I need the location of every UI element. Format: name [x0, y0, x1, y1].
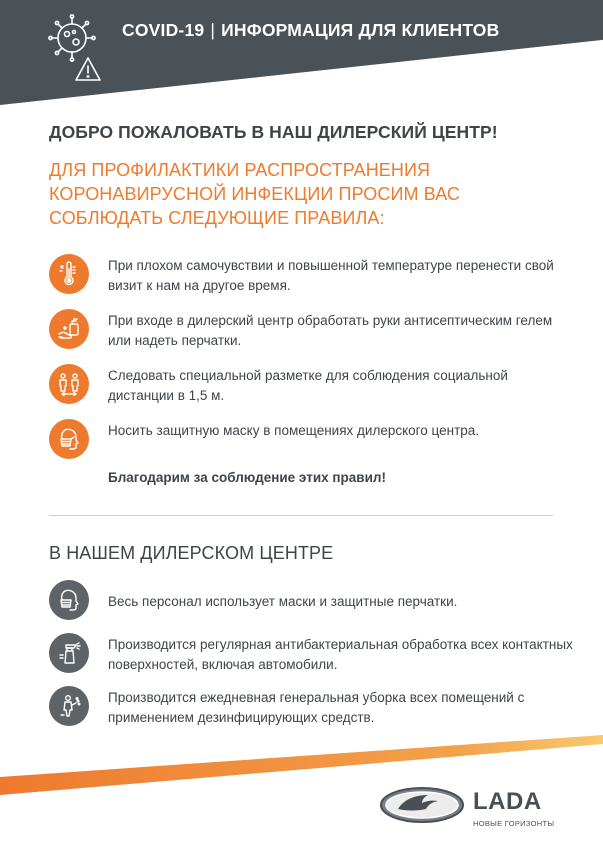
rule-text: При входе в дилерский центр обработать руки антисептическим гелем или надеть перчатки. — [108, 313, 553, 348]
covid-tag: COVID-19 — [122, 20, 205, 40]
divider — [49, 515, 553, 516]
rules-subtitle: ДЛЯ ПРОФИЛАКТИКИ РАСПРОСТРАНЕНИЯ КОРОНАВИРУСНОЙ ИНФЕКЦИИ ПРОСИМ ВАС СОБЛЮДАТЬ СЛЕДУЮЩИЕ ПРАВИЛА: — [49, 160, 461, 228]
virus-warning-icon — [44, 14, 104, 84]
rule-text: Носить защитную маску в помещениях дилерского центра. — [108, 423, 480, 438]
service-text: Производится регулярная антибактериальная обработка всех контактных поверхностей, включая автомобили. — [108, 637, 573, 672]
thermometer-icon — [56, 261, 82, 287]
service-text: Весь персонал использует маски и защитные перчатки. — [108, 594, 458, 609]
rule-icon-circle — [49, 254, 89, 294]
brand-tagline: НОВЫЕ ГОРИЗОНТЫ — [473, 819, 555, 828]
spray-bottle-icon — [56, 640, 82, 666]
service-icon-circle — [49, 633, 89, 673]
list-item — [49, 250, 569, 305]
header-title — [122, 20, 499, 41]
header-title-text: ИНФОРМАЦИЯ ДЛЯ КЛИЕНТОВ — [221, 20, 500, 40]
social-distance-icon — [56, 371, 82, 397]
face-mask-icon — [56, 587, 82, 613]
service-icon-circle — [49, 580, 89, 620]
welcome-heading: ДОБРО ПОЖАЛОВАТЬ В НАШ ДИЛЕРСКИЙ ЦЕНТР! — [49, 122, 498, 142]
section-title: В НАШЕМ ДИЛЕРСКОМ ЦЕНТРЕ — [49, 543, 334, 563]
brand-name: LADA — [473, 788, 542, 815]
list-item — [49, 415, 569, 470]
list-item — [49, 633, 573, 686]
rule-text: Следовать специальной разметке для соблюдения социальной дистанции в 1,5 м. — [108, 368, 508, 403]
list-item — [49, 360, 569, 415]
disinfection-sprayer-icon — [56, 693, 82, 719]
service-icon-circle — [49, 686, 89, 726]
list-item — [49, 305, 569, 360]
service-text: Производится ежедневная генеральная уборка всех помещений с применением дезинфицирующих средств. — [108, 690, 525, 725]
rule-icon-circle — [49, 419, 89, 459]
rule-icon-circle — [49, 309, 89, 349]
face-mask-icon — [56, 426, 82, 452]
hand-sanitizer-icon — [56, 316, 82, 342]
services-list — [49, 580, 573, 739]
thanks-text: Благодарим за соблюдение этих правил! — [108, 470, 386, 485]
header-separator: | — [210, 20, 216, 40]
rules-list — [49, 250, 569, 470]
list-item — [49, 580, 569, 633]
list-item — [49, 686, 569, 739]
rule-text: При плохом самочувствии и повышенной температуре перенести свой визит к нам на другое время. — [108, 258, 554, 293]
rule-icon-circle — [49, 364, 89, 404]
